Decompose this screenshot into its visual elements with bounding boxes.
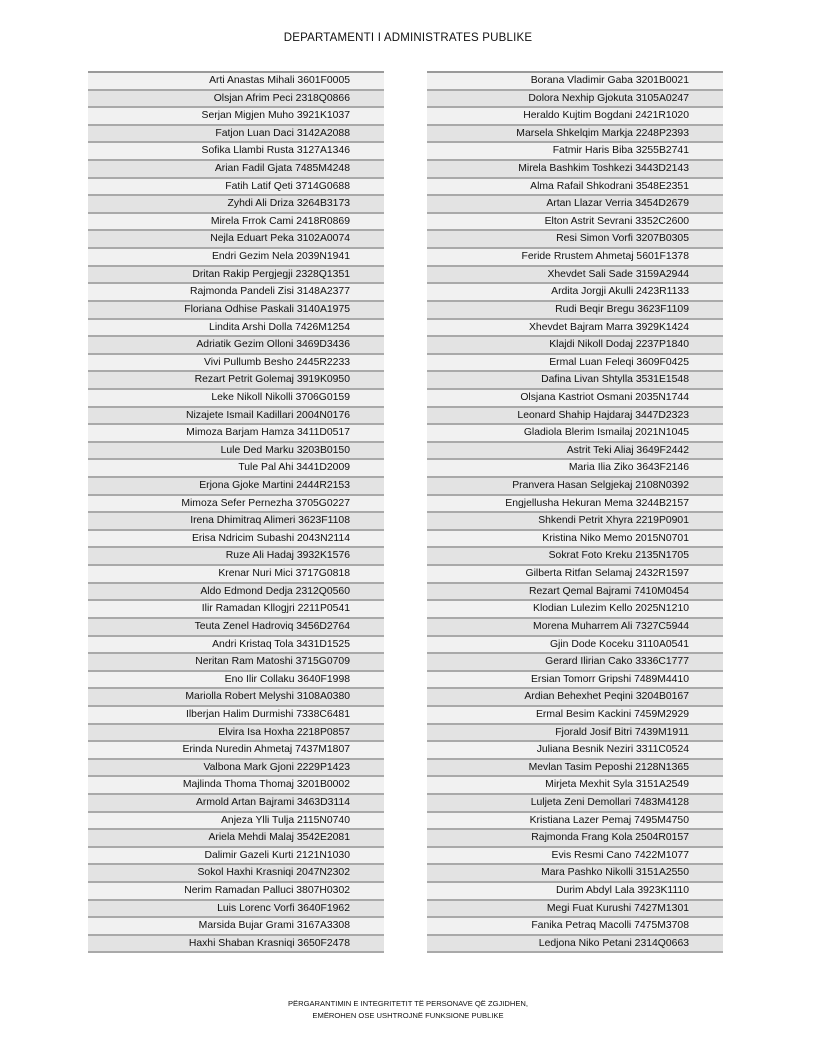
person-entry: Majlinda Thoma Thomaj 3201B0002 — [182, 779, 350, 791]
list-row — [88, 231, 384, 249]
person-entry: Klajdi Nikoll Dodaj 2237P1840 — [549, 339, 689, 351]
list-row — [427, 777, 723, 795]
person-entry: Nerim Ramadan Palluci 3807H0302 — [184, 885, 350, 897]
list-row — [88, 883, 384, 901]
person-entry: Artan Llazar Verria 3454D2679 — [546, 198, 689, 210]
person-entry: Luis Lorenc Vorfi 3640F1962 — [217, 902, 350, 914]
footer-line-1: PËRGARANTIMIN E INTEGRITETIT TË PERSONAVE QË ZGJIDHEN, — [287, 999, 529, 1008]
person-entry: Juliana Besnik Neziri 3311C0524 — [536, 744, 689, 756]
person-entry: Kristina Niko Memo 2015N0701 — [542, 532, 689, 544]
list-row — [427, 760, 723, 778]
person-entry: Elvira Isa Hoxha 2218P0857 — [218, 726, 350, 738]
person-entry: Sofika Llambi Rusta 3127A1346 — [201, 145, 350, 157]
person-entry: Marsida Bujar Grami 3167A3308 — [198, 920, 350, 932]
person-entry: Sokol Haxhi Krasniqi 2047N2302 — [197, 867, 350, 879]
person-entry: Ilir Ramadan Kllogjri 2211P0541 — [201, 603, 350, 615]
list-row — [88, 249, 384, 267]
list-row — [427, 425, 723, 443]
list-row — [88, 320, 384, 338]
list-row — [427, 73, 723, 91]
list-row — [427, 91, 723, 109]
person-entry: Megi Fuat Kurushi 7427M1301 — [546, 902, 689, 914]
person-entry: Dafina Livan Shtylla 3531E1548 — [541, 374, 689, 386]
person-entry: Eno Ilir Collaku 3640F1998 — [224, 673, 350, 685]
list-row — [88, 496, 384, 514]
list-row — [88, 196, 384, 214]
list-row — [427, 355, 723, 373]
list-row — [88, 936, 384, 954]
person-entry: Alma Rafail Shkodrani 3548E2351 — [530, 180, 689, 192]
person-entry: Fatih Latif Qeti 3714G0688 — [225, 180, 350, 192]
list-row — [427, 901, 723, 919]
list-row — [427, 707, 723, 725]
person-entry: Xhevdet Bajram Marra 3929K1424 — [529, 321, 689, 333]
person-entry: Ermal Besim Kackini 7459M2929 — [535, 708, 689, 720]
list-row — [427, 108, 723, 126]
list-row — [88, 584, 384, 602]
person-entry: Engjellusha Hekuran Mema 3244B2157 — [505, 497, 689, 509]
list-row — [88, 707, 384, 725]
person-entry: Anjeza Ylli Tulja 2115N0740 — [220, 814, 350, 826]
person-entry: Leke Nikoll Nikolli 3706G0159 — [211, 391, 350, 403]
list-row — [427, 513, 723, 531]
list-row — [427, 231, 723, 249]
person-entry: Gilberta Ritfan Selamaj 2432R1597 — [525, 568, 689, 580]
person-entry: Serjan Migjen Muho 3921K1037 — [201, 110, 350, 122]
list-row — [88, 918, 384, 936]
list-row — [427, 548, 723, 566]
list-row — [88, 637, 384, 655]
list-row — [88, 478, 384, 496]
person-entry: Ruze Ali Hadaj 3932K1576 — [225, 550, 350, 562]
person-entry: Astrit Teki Aliaj 3649F2442 — [566, 444, 689, 456]
list-row — [427, 460, 723, 478]
person-entry: Gerard Ilirian Cako 3336C1777 — [545, 656, 689, 668]
person-entry: Ersian Tomorr Gripshi 7489M4410 — [530, 673, 689, 685]
person-entry: Mirela Bashkim Toshkezi 3443D2143 — [518, 163, 689, 175]
person-entry: Arian Fadil Gjata 7485M4248 — [214, 163, 350, 175]
person-entry: Haxhi Shaban Krasniqi 3650F2478 — [188, 937, 350, 949]
list-row — [427, 918, 723, 936]
list-row — [88, 601, 384, 619]
person-entry: Dritan Rakip Pergjegji 2328Q1351 — [192, 268, 350, 280]
person-entry: Rezart Petrit Golemaj 3919K0950 — [194, 374, 350, 386]
person-entry: Fatjon Luan Daci 3142A2088 — [215, 127, 350, 139]
person-entry: Marsela Shkelqim Markja 2248P2393 — [516, 127, 689, 139]
list-row — [427, 249, 723, 267]
list-row — [88, 619, 384, 637]
person-entry: Dalimir Gazeli Kurti 2121N1030 — [204, 849, 350, 861]
list-row — [88, 443, 384, 461]
person-entry: Mara Pashko Nikolli 3151A2550 — [541, 867, 689, 879]
person-entry: Neritan Ram Matoshi 3715G0709 — [195, 656, 350, 668]
list-row — [427, 848, 723, 866]
list-row — [88, 848, 384, 866]
list-row — [88, 830, 384, 848]
person-entry: Floriana Odhise Paskali 3140A1975 — [184, 303, 350, 315]
person-entry: Klodian Lulezim Kello 2025N1210 — [533, 603, 689, 615]
list-row — [88, 689, 384, 707]
person-entry: Aldo Edmond Dedja 2312Q0560 — [200, 585, 350, 597]
person-entry: Mariolla Robert Melyshi 3108A0380 — [185, 691, 350, 703]
list-row — [427, 320, 723, 338]
list-row — [427, 390, 723, 408]
list-row — [88, 901, 384, 919]
list-row — [427, 637, 723, 655]
list-row — [88, 865, 384, 883]
person-entry: Luljeta Zeni Demollari 7483M4128 — [530, 796, 689, 808]
person-entry: Mimoza Sefer Pernezha 3705G0227 — [181, 497, 350, 509]
list-row — [427, 161, 723, 179]
list-row — [88, 795, 384, 813]
person-entry: Andri Kristaq Tola 3431D1525 — [212, 638, 350, 650]
list-row — [88, 302, 384, 320]
page-title: DEPARTAMENTI I ADMINISTRATES PUBLIKE — [283, 32, 533, 44]
list-row — [427, 742, 723, 760]
person-entry: Teuta Zenel Hadroviq 3456D2764 — [194, 620, 350, 632]
person-entry: Mevlan Tasim Peposhi 2128N1365 — [528, 761, 689, 773]
person-entry: Rudi Beqir Bregu 3623F1109 — [555, 303, 689, 315]
list-row — [427, 619, 723, 637]
list-row — [88, 284, 384, 302]
person-entry: Erisa Ndricim Subashi 2043N2114 — [191, 532, 350, 544]
person-entry: Adriatik Gezim Olloni 3469D3436 — [196, 339, 350, 351]
list-row — [88, 143, 384, 161]
person-entry: Dolora Nexhip Gjokuta 3105A0247 — [528, 92, 689, 104]
person-entry: Gladiola Blerim Ismailaj 2021N1045 — [523, 427, 689, 439]
list-row — [427, 214, 723, 232]
list-row — [427, 196, 723, 214]
list-row — [427, 725, 723, 743]
list-row — [427, 443, 723, 461]
list-row — [88, 813, 384, 831]
person-entry: Shkendi Petrit Xhyra 2219P0901 — [538, 515, 689, 527]
list-row — [88, 548, 384, 566]
person-entry: Kristiana Lazer Pemaj 7495M4750 — [529, 814, 689, 826]
list-row — [427, 337, 723, 355]
list-row — [88, 108, 384, 126]
person-entry: Rajmonda Frang Kola 2504R0157 — [531, 832, 689, 844]
person-entry: Armold Artan Bajrami 3463D3114 — [195, 796, 350, 808]
list-row — [427, 813, 723, 831]
person-entry: Erinda Nuredin Ahmetaj 7437M1807 — [182, 744, 350, 756]
list-row — [427, 689, 723, 707]
person-entry: Feride Rrustem Ahmetaj 5601F1378 — [521, 251, 689, 263]
list-row — [88, 73, 384, 91]
person-entry: Lule Ded Marku 3203B0150 — [220, 444, 350, 456]
list-row — [427, 408, 723, 426]
list-row — [88, 425, 384, 443]
person-entry: Zyhdi Ali Driza 3264B3173 — [227, 198, 350, 210]
person-entry: Mirela Frrok Cami 2418R0869 — [210, 215, 350, 227]
list-row — [88, 760, 384, 778]
list-row — [427, 372, 723, 390]
person-entry: Nizajete Ismail Kadillari 2004N0176 — [185, 409, 350, 421]
list-row — [88, 161, 384, 179]
list-row — [88, 267, 384, 285]
footer — [0, 998, 816, 1022]
person-entry: Morena Muharrem Ali 7327C5944 — [533, 620, 689, 632]
person-entry: Fanika Petraq Macolli 7475M3708 — [531, 920, 689, 932]
list-row — [88, 390, 384, 408]
list-row — [88, 179, 384, 197]
list-row — [88, 531, 384, 549]
list-row — [427, 601, 723, 619]
list-row — [88, 372, 384, 390]
list-row — [427, 302, 723, 320]
person-entry: Ardita Jorgji Akulli 2423R1133 — [551, 286, 689, 298]
list-row — [427, 143, 723, 161]
list-row — [427, 566, 723, 584]
person-entry: Resi Simon Vorfi 3207B0305 — [556, 233, 689, 245]
person-entry: Ermal Luan Feleqi 3609F0425 — [549, 356, 689, 368]
person-entry: Rajmonda Pandeli Zisi 3148A2377 — [189, 286, 350, 298]
footer-line-2: EMËROHEN OSE USHTROJNË FUNKSIONE PUBLIKE — [312, 1011, 504, 1020]
list-row — [88, 408, 384, 426]
person-entry: Xhevdet Sali Sade 3159A2944 — [547, 268, 689, 280]
person-entry: Borana Vladimir Gaba 3201B0021 — [530, 75, 689, 86]
list-row — [88, 214, 384, 232]
person-entry: Endri Gezim Nela 2039N1941 — [211, 251, 350, 263]
person-entry: Fjorald Josif Bitri 7439M1911 — [555, 726, 689, 738]
person-entry: Lindita Arshi Dolla 7426M1254 — [209, 321, 350, 333]
left-name-list — [88, 71, 384, 953]
person-entry: Ilberjan Halim Durmishi 7338C6481 — [185, 708, 350, 720]
right-name-list — [427, 71, 723, 953]
list-row — [427, 179, 723, 197]
list-row — [427, 865, 723, 883]
person-entry: Erjona Gjoke Martini 2444R2153 — [199, 480, 350, 492]
list-row — [427, 284, 723, 302]
list-row — [88, 777, 384, 795]
person-entry: Rezart Qemal Bajrami 7410M0454 — [529, 585, 689, 597]
person-entry: Nejla Eduart Peka 3102A0074 — [210, 233, 350, 245]
list-row — [88, 460, 384, 478]
person-entry: Olsjan Afrim Peci 2318Q0866 — [213, 92, 350, 104]
person-entry: Gjin Dode Koceku 3110A0541 — [549, 638, 689, 650]
list-row — [427, 672, 723, 690]
list-row — [88, 654, 384, 672]
person-entry: Olsjana Kastriot Osmani 2035N1744 — [520, 391, 689, 403]
person-entry: Fatmir Haris Biba 3255B2741 — [552, 145, 689, 157]
person-entry: Heraldo Kujtim Bogdani 2421R1020 — [523, 110, 689, 122]
person-entry: Ariela Mehdi Malaj 3542E2081 — [208, 832, 350, 844]
list-row — [88, 725, 384, 743]
person-entry: Elton Astrit Sevrani 3352C2600 — [544, 215, 689, 227]
list-row — [427, 531, 723, 549]
list-row — [88, 742, 384, 760]
list-row — [427, 267, 723, 285]
person-entry: Durim Abdyl Lala 3923K1110 — [555, 885, 689, 897]
list-row — [427, 830, 723, 848]
list-row — [427, 654, 723, 672]
person-entry: Maria Ilia Ziko 3643F2146 — [568, 462, 689, 474]
person-entry: Valbona Mark Gjoni 2229P1423 — [203, 761, 350, 773]
list-row — [427, 795, 723, 813]
person-entry: Ledjona Niko Petani 2314Q0663 — [538, 937, 689, 949]
list-row — [88, 126, 384, 144]
person-entry: Mirjeta Mexhit Syla 3151A2549 — [545, 779, 689, 791]
list-row — [427, 496, 723, 514]
list-row — [427, 584, 723, 602]
person-entry: Krenar Nuri Mici 3717G0818 — [218, 568, 350, 580]
list-row — [427, 883, 723, 901]
list-row — [88, 672, 384, 690]
person-entry: Irena Dhimitraq Alimeri 3623F1108 — [190, 515, 350, 527]
person-entry: Mimoza Barjam Hamza 3411D0517 — [186, 427, 350, 439]
list-row — [88, 355, 384, 373]
person-entry: Sokrat Foto Kreku 2135N1705 — [548, 550, 689, 562]
list-row — [88, 513, 384, 531]
list-row — [427, 936, 723, 954]
list-row — [88, 91, 384, 109]
list-row — [88, 566, 384, 584]
person-entry: Arti Anastas Mihali 3601F0005 — [209, 75, 350, 86]
person-entry: Leonard Shahip Hajdaraj 3447D2323 — [517, 409, 689, 421]
person-entry: Evis Resmi Cano 7422M1077 — [551, 849, 689, 861]
list-row — [88, 337, 384, 355]
person-entry: Tule Pal Ahi 3441D2009 — [238, 462, 350, 474]
person-entry: Vivi Pullumb Besho 2445R2233 — [204, 356, 350, 368]
list-row — [427, 126, 723, 144]
person-entry: Ardian Behexhet Peqini 3204B0167 — [524, 691, 689, 703]
person-entry: Pranvera Hasan Selgjekaj 2108N0392 — [512, 480, 689, 492]
list-row — [427, 478, 723, 496]
